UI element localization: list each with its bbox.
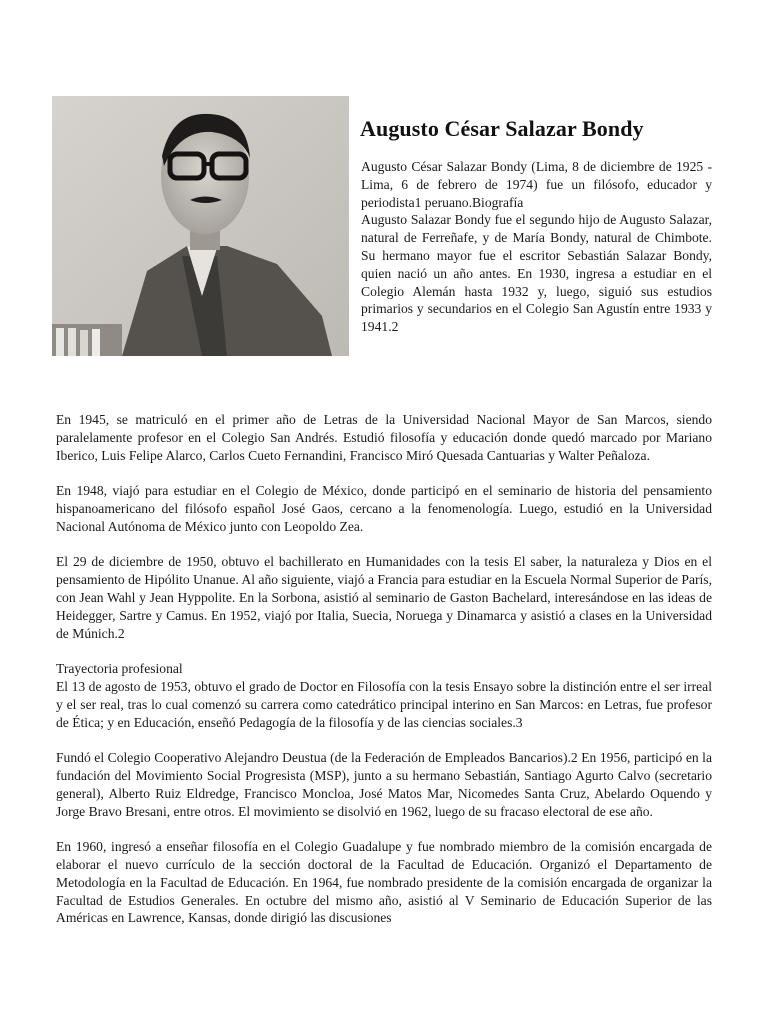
portrait-photo bbox=[52, 96, 349, 356]
body-section bbox=[56, 411, 712, 927]
intro-section bbox=[361, 158, 712, 336]
body-paragraph-1: En 1945, se matriculó en el primer año de Letras de la Universidad Nacional Mayor de San Marcos, siendo paralelamente profesor en el Colegio San Andrés. Estudió filosofía y educación donde quedó marcado por Mariano Iberico, Luis Felipe Alarco, Carlos Cueto Fernandini, Francisco Miró Quesada Cantuarias y Walter Peñaloza. bbox=[56, 412, 712, 463]
document-title: Augusto César Salazar Bondy bbox=[360, 116, 644, 141]
body-paragraph-6: En 1960, ingresó a enseñar filosofía en el Colegio Guadalupe y fue nombrado miembro de la comisión encargada de elaborar el nuevo currículo de la sección doctoral de la Facultad de Educación. Organizó el Departamento de Metodología en la Facultad de Educación. En 1964, fue nombrado presidente de la comisión encargada de organizar la Facultad de Estudios Generales. En octubre del mismo año, asistió al V Seminario de Educación Superior de las Américas en Lawrence, Kansas, donde dirigió las discusiones bbox=[56, 839, 712, 926]
portrait-image bbox=[52, 96, 349, 356]
body-paragraph-2: En 1948, viajó para estudiar en el Colegio de México, donde participó en el seminario de historia del pensamiento hispanoamericano del filósofo español José Gaos, cercano a la fenomenología. Luego, estudió en la Universidad Nacional Autónoma de México junto con Leopoldo Zea. bbox=[56, 483, 712, 534]
body-paragraph-5: Fundó el Colegio Cooperativo Alejandro Deustua (de la Federación de Empleados Bancarios).2 En 1956, participó en la fundación del Movimiento Social Progresista (MSP), junto a su hermano Sebastián, Santiago Agurto Calvo (secretario general), Alberto Ruiz Eldredge, Francisco Moncloa, José Matos Mar, Nicomedes Santa Cruz, Abelardo Oquendo y Jorge Bravo Bresani, entre otros. El movimiento se disolvió en 1962, luego de su fracaso electoral de ese año. bbox=[56, 750, 712, 819]
section-heading: Trayectoria profesional bbox=[56, 661, 183, 677]
body-paragraph-4: El 13 de agosto de 1953, obtuvo el grado de Doctor en Filosofía con la tesis Ensayo sobre la distinción entre el ser irreal y el ser real, tras lo cual comenzó su carrera como catedrático principal interino en San Marcos: en Letras, fue profesor de Ética; y en Educación, enseñó Pedagogía de la filosofía y de las ciencias sociales.3 bbox=[56, 678, 712, 730]
intro-paragraph-2: Augusto Salazar Bondy fue el segundo hijo de Augusto Salazar, natural de Ferreñafe, y de María Bondy, natural de Chimbote. Su hermano mayor fue el escritor Sebastián Salazar Bondy, quien nació un año antes. En 1930, ingresa a estudiar en el Colegio Alemán hasta 1932 y, luego, siguió sus estudios primarios y secundarios en el Colegio San Agustín entre 1933 y 1941.2 bbox=[361, 212, 712, 335]
body-paragraph-3: El 29 de diciembre de 1950, obtuvo el bachillerato en Humanidades con la tesis El saber, la naturaleza y Dios en el pensamiento de Hipólito Unanue. Al año siguiente, viajó a Francia para estudiar en la Escuela Normal Superior de París, con Jean Wahl y Jean Hyppolite. En la Sorbona, asistió al seminario de Gaston Bachelard, interesándose en las ideas de Heidegger, Sartre y Camus. En 1952, viajó por Italia, Suecia, Noruega y Dinamarca y asistió a clases en la Universidad de Múnich.2 bbox=[56, 554, 712, 641]
intro-paragraph-1: Augusto César Salazar Bondy (Lima, 8 de diciembre de 1925 - Lima, 6 de febrero de 1974) fue un filósofo, educador y periodista1 peruano.Biografía bbox=[361, 159, 712, 210]
